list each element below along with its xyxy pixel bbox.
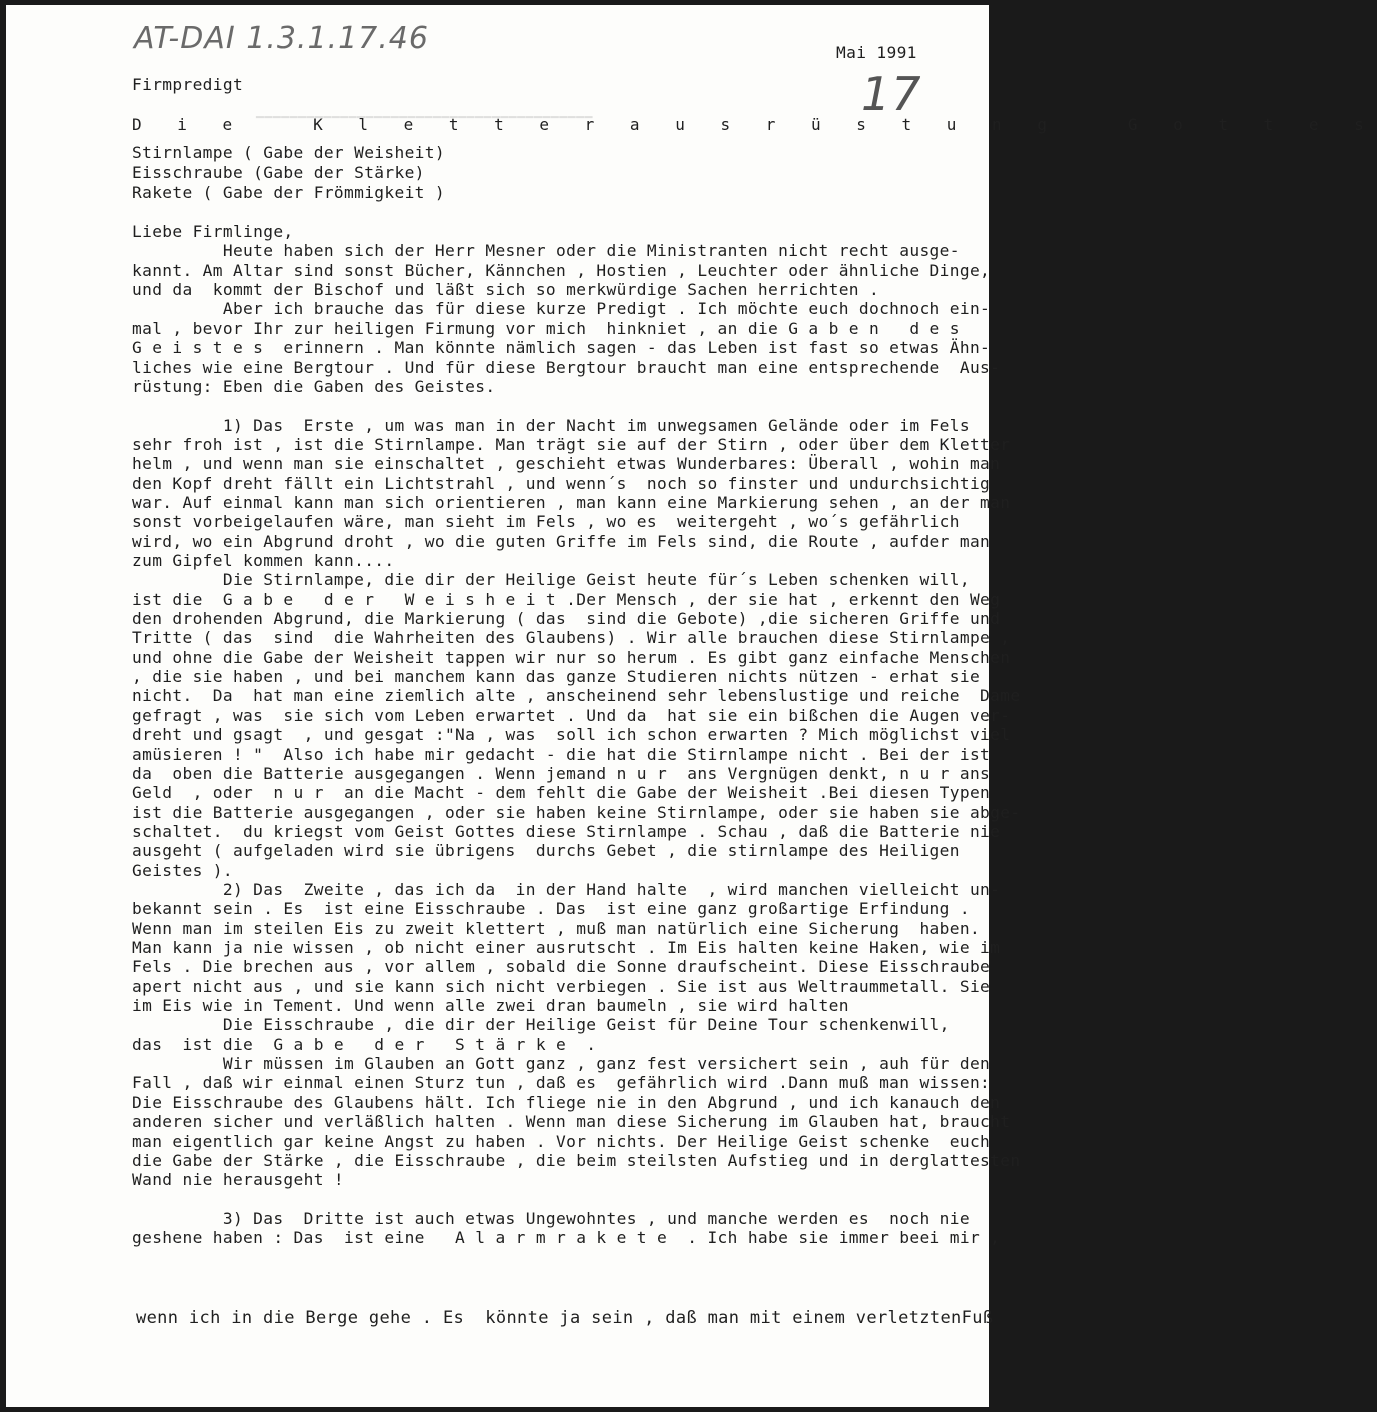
body-line: Die Stirnlampe, die dir der Heilige Geist heute für´s Leben schenken will, — [132, 570, 970, 590]
body-line: nicht. Da hat man eine ziemlich alte , anscheinend sehr lebenslustige und reiche Dame — [132, 686, 1021, 706]
body-line: apert nicht aus , und sie kann sich nicht verbiegen . Sie ist aus Weltraummetall. Sie — [132, 976, 991, 996]
body-line: liches wie eine Bergtour . Und für diese Bergtour braucht man eine entsprechende Aus- — [132, 357, 1001, 377]
body-line: den drohenden Abgrund, die Markierung ( das sind die Gebote) ,die sicheren Griffe und — [132, 609, 1001, 628]
body-line: Fall , daß wir einmal einen Sturz tun , daß es gefährlich wird .Dann muß man wissen: — [132, 1073, 991, 1093]
body-line: rüstung: Eben die Gaben des Geistes. — [132, 376, 496, 396]
body-line: 2) Das Zweite , das ich da in der Hand halte , wird manchen vielleicht un- — [132, 879, 1001, 899]
body-line: mal , bevor Ihr zur heiligen Firmung vor mich hinkniet , an die G a b e n d e s — [132, 318, 960, 338]
document-date: Mai 1991 — [836, 43, 917, 62]
body-line: gefragt , was sie sich vom Leben erwartet . Und da hat sie ein bißchen die Augen ver- — [132, 705, 1011, 725]
last-line: wenn ich in die Berge gehe . Es könnte ja sein , daß man mit einem verletztenFuß — [136, 1308, 994, 1328]
body-line: Tritte ( das sind die Wahrheiten des Glaubens) . Wir alle brauchen diese Stirnlampe , — [132, 628, 1011, 648]
body-line: und ohne die Gabe der Weisheit tappen wir nur so herum . Es gibt ganz einfache Menschen — [132, 647, 1011, 667]
body-line: den Kopf dreht fällt ein Lichtstrahl , und wenn´s noch so finster und undurchsichtig — [132, 473, 991, 493]
body-line: Wand nie herausgeht ! — [132, 1170, 345, 1190]
body-line: war. Auf einmal kann man sich orientieren , man kann eine Markierung sehen , an der man — [132, 492, 1011, 512]
body-line: Aber ich brauche das für diese kurze Predigt . Ich möchte euch dochnoch ein- — [132, 299, 991, 319]
body-line: dreht und gsagt , und gesgat :"Na , was soll ich schon erwarten ? Mich möglichst viel — [132, 725, 1011, 745]
item-rakete: Rakete ( Gabe der Frömmigkeit ) — [132, 183, 445, 202]
body-line: anderen sicher und verläßlich halten . Wenn man diese Sicherung im Glauben hat, braucht — [132, 1112, 1011, 1132]
bleed-through-texture: ▁▁▁▁▁▁▁▁▁▁▁▁▁▁▁▁▁▁▁▁▁▁▁▁▁▁▁▁▁▁▁▁▁▁▁▁▁▁▁▁ — [256, 104, 594, 119]
body-line: da oben die Batterie ausgegangen . Wenn jemand n u r ans Vergnügen denkt, n u r ans — [132, 763, 991, 783]
body-line: amüsieren ! " Also ich habe mir gedacht - die hat die Stirnlampe nicht . Bei der ist — [132, 744, 991, 764]
sermon-title: D i e K l e t t e r a u s r ü s t u n g G o t t e s — [132, 115, 1377, 134]
body-line: helm , und wenn man sie einschaltet , geschieht etwas Wunderbares: Überall , wohin man — [132, 454, 1001, 474]
body-line: Heute haben sich der Herr Mesner oder die Ministranten nicht recht ausge- — [132, 241, 960, 261]
body-line: bekannt sein . Es ist eine Eisschraube . Das ist eine ganz großartige Erfindung . — [132, 899, 970, 919]
body-line: Geistes ). — [132, 860, 233, 880]
body-line: sonst vorbeigelaufen wäre, man sieht im Fels , wo es weitergeht , wo´s gefährlich — [132, 512, 960, 532]
body-line: 3) Das Dritte ist auch etwas Ungewohntes , und manche werden es noch nie — [132, 1208, 970, 1228]
body-line: Liebe Firmlinge, — [132, 222, 294, 241]
body-line: zum Gipfel kommen kann.... — [132, 551, 395, 570]
body-line: Die Eisschraube des Glaubens hält. Ich fliege nie in den Abgrund , und ich kanauch den — [132, 1092, 1001, 1112]
body-line: 1) Das Erste , um was man in der Nacht im unwegsamen Gelände oder im Fels — [132, 415, 970, 435]
body-line: man eigentlich gar keine Angst zu haben . Vor nichts. Der Heilige Geist schenke euch — [132, 1131, 991, 1151]
body-line: kannt. Am Altar sind sonst Bücher, Kännchen , Hostien , Leuchter oder ähnliche Dinge, — [132, 260, 991, 280]
body-line: das ist die G a b e d e r S t ä r k e . — [132, 1034, 597, 1054]
item-eisschraube: Eisschraube (Gabe der Stärke) — [132, 163, 425, 182]
body-line: Wir müssen im Glauben an Gott ganz , ganz fest versichert sein , auh für den — [132, 1054, 991, 1074]
body-line: Man kann ja nie wissen , ob nicht einer ausrutscht . Im Eis halten keine Haken, wie im — [132, 938, 1001, 957]
item-stirnlampe: Stirnlampe ( Gabe der Weisheit) — [132, 143, 445, 162]
page-number-annotation: 17 — [861, 67, 922, 121]
body-line: im Eis wie in Tement. Und wenn alle zwei dran baumeln , sie wird halten — [132, 996, 849, 1015]
body-line: Wenn man im steilen Eis zu zweit klettert , muß man natürlich eine Sicherung haben. — [132, 918, 981, 938]
body-line: sehr froh ist , ist die Stirnlampe. Man trägt sie auf der Stirn , oder über dem Kletter — [132, 434, 1011, 454]
body-line: Geld , oder n u r an die Macht - dem fehlt die Gabe der Weisheit .Bei diesen Typen — [132, 783, 991, 803]
body-line: geshene haben : Das ist eine A l a r m r a k e t e . Ich habe sie immer beei mir , — [132, 1228, 1001, 1248]
body-line: Fels . Die brechen aus , vor allem , sobald die Sonne draufscheint. Diese Eisschraube — [132, 957, 991, 977]
body-line: G e i s t e s erinnern . Man könnte nämlich sagen - das Leben ist fast so etwas Ähn- — [132, 338, 991, 358]
document-label: Firmpredigt — [132, 75, 244, 94]
document-page — [6, 5, 1377, 1407]
body-line: und da kommt der Bischof und läßt sich so merkwürdige Sachen herrichten . — [132, 280, 880, 300]
body-line: die Gabe der Stärke , die Eisschraube , die beim steilsten Aufstieg und in derglattesten — [132, 1150, 1021, 1170]
body-line: ausgeht ( aufgeladen wird sie übrigens durchs Gebet , die stirnlampe des Heiligen — [132, 841, 960, 861]
body-line: ist die G a b e d e r W e i s h e i t .Der Mensch , der sie hat , erkennt den Weg — [132, 589, 1001, 609]
body-line: wird, wo ein Abgrund droht , wo die guten Griffe im Fels sind, die Route , aufder man — [132, 531, 991, 551]
body-line: , die sie haben , und bei manchem kann das ganze Studieren nichts nützen - erhat sie — [132, 667, 981, 686]
archive-number-annotation: AT-DAI 1.3.1.17.46 — [134, 21, 429, 56]
body-line: Die Eisschraube , die dir der Heilige Geist für Deine Tour schenkenwill, — [132, 1015, 950, 1035]
body-line: schaltet. du kriegst vom Geist Gottes diese Stirnlampe . Schau , daß die Batterie nie — [132, 821, 1001, 841]
body-line: ist die Batterie ausgegangen , oder sie haben keine Stirnlampe, oder sie haben sie abge- — [132, 802, 1021, 822]
